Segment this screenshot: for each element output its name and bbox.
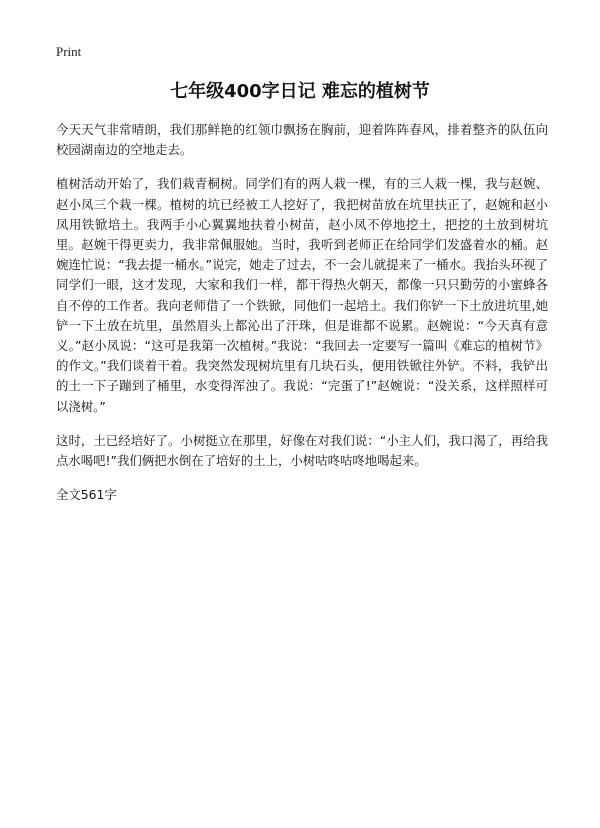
paragraph-main: 植树活动开始了，我们栽青桐树。同学们有的两人栽一棵，有的三人栽一棵，我与赵婉、赵小凤三个栽一棵。植树的坑已经被工人挖好了，我把树苗放在坑里扶正了，赵婉和赵小凤用铁锨培土。我两手小心翼翼地扶着小树苗，赵小凤不停地挖土，把挖的土放到树坑里。赵婉干得更卖力，我非常佩服她。当时，我听到老师正在给同学们发盛着水的桶。赵婉连忙说：“我去提一桶水。”说完，她走了过去，不一会儿就提来了一桶水。我抬头环视了同学们一眼，这才发现，大家和我们一样，都干得热火朝天，都像一只只勤劳的小蜜蜂各自不停的工作者。我向老师借了一个铁锨，同他们一起培土。我们你铲一下土放进坑里,她铲一下土放在坑里，虽然眉头上都沁出了汗珠，但是谁都不说累。赵婉说：“今天真有意义。”赵小凤说：“这可是我第一次植树。”我说：“我回去一定要写一篇叫《难忘的植树节》的作文。”我们谈着干着。我突然发现树坑里有几块石头，便用铁锨往外铲。不料，我铲出的土一下子蹦到了桶里，水变得浑浊了。我说：“完蛋了!”赵婉说：“没关系，这样照样可以浇树。” <box>56 176 548 414</box>
article-body <box>56 120 548 505</box>
paragraph-intro: 今天天气非常晴朗，我们那鲜艳的红领巾飘扬在胸前，迎着阵阵春风，排着整齐的队伍向校园湖南边的空地走去。 <box>56 122 548 158</box>
page-title: 七年级400字日记 难忘的植树节 <box>170 81 430 102</box>
word-count: 全文561字 <box>56 487 117 503</box>
paragraph-ending: 这时，土已经培好了。小树挺立在那里，好像在对我们说：“小主人们，我口渴了，再给我点水喝吧!”我们俩把水倒在了培好的土上，小树咕咚咕咚地喝起来。 <box>56 432 548 469</box>
print-link[interactable]: Print <box>56 44 82 59</box>
